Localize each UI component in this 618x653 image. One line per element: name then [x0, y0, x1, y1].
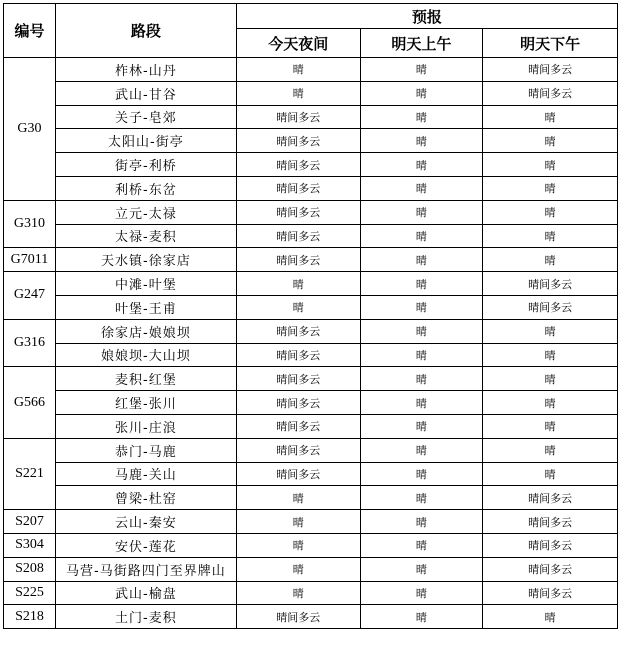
tomorrow-am-forecast-cell: 晴 — [360, 58, 483, 82]
tomorrow-am-forecast-cell: 晴 — [360, 486, 483, 510]
route-cell: 马鹿-关山 — [55, 462, 236, 486]
tomorrow-pm-forecast-cell: 晴间多云 — [483, 58, 618, 82]
route-cell: 天水镇-徐家店 — [55, 248, 236, 272]
road-code-cell: S221 — [4, 438, 56, 509]
route-cell: 太禄-麦积 — [55, 224, 236, 248]
road-code-cell: S208 — [4, 557, 56, 581]
tomorrow-am-forecast-cell: 晴 — [360, 367, 483, 391]
tonight-forecast-cell: 晴间多云 — [236, 153, 360, 177]
tonight-forecast-cell: 晴间多云 — [236, 367, 360, 391]
header-tomorrow-am: 明天上午 — [360, 29, 483, 58]
tomorrow-pm-forecast-cell: 晴 — [483, 343, 618, 367]
tonight-forecast-cell: 晴间多云 — [236, 176, 360, 200]
tomorrow-am-forecast-cell: 晴 — [360, 533, 483, 557]
route-cell: 武山-甘谷 — [55, 81, 236, 105]
tomorrow-am-forecast-cell: 晴 — [360, 153, 483, 177]
table-row — [4, 105, 618, 129]
tonight-forecast-cell: 晴 — [236, 272, 360, 296]
tomorrow-pm-forecast-cell: 晴 — [483, 248, 618, 272]
tomorrow-am-forecast-cell: 晴 — [360, 462, 483, 486]
tomorrow-pm-forecast-cell: 晴 — [483, 153, 618, 177]
road-code-cell: G30 — [4, 58, 56, 201]
route-cell: 柞林-山丹 — [55, 58, 236, 82]
route-cell: 安伏-莲花 — [55, 533, 236, 557]
table-row — [4, 605, 618, 629]
tomorrow-am-forecast-cell: 晴 — [360, 438, 483, 462]
tomorrow-am-forecast-cell: 晴 — [360, 391, 483, 415]
forecast-table-wrapper — [3, 3, 618, 629]
road-code-cell: G566 — [4, 367, 56, 438]
tonight-forecast-cell: 晴 — [236, 581, 360, 605]
road-code-cell: G7011 — [4, 248, 56, 272]
forecast-table-body — [4, 58, 618, 629]
tomorrow-pm-forecast-cell: 晴 — [483, 200, 618, 224]
tomorrow-am-forecast-cell: 晴 — [360, 343, 483, 367]
tomorrow-am-forecast-cell: 晴 — [360, 272, 483, 296]
tomorrow-pm-forecast-cell: 晴 — [483, 367, 618, 391]
tomorrow-am-forecast-cell: 晴 — [360, 295, 483, 319]
tonight-forecast-cell: 晴间多云 — [236, 248, 360, 272]
tonight-forecast-cell: 晴间多云 — [236, 391, 360, 415]
table-row — [4, 248, 618, 272]
road-code-cell: S218 — [4, 605, 56, 629]
table-row — [4, 343, 618, 367]
tonight-forecast-cell: 晴 — [236, 486, 360, 510]
tomorrow-pm-forecast-cell: 晴间多云 — [483, 81, 618, 105]
route-cell: 云山-秦安 — [55, 510, 236, 534]
route-cell: 关子-皂郊 — [55, 105, 236, 129]
road-code-cell: G316 — [4, 319, 56, 367]
tomorrow-pm-forecast-cell: 晴 — [483, 319, 618, 343]
route-cell: 街亭-利桥 — [55, 153, 236, 177]
tomorrow-pm-forecast-cell: 晴间多云 — [483, 272, 618, 296]
tomorrow-am-forecast-cell: 晴 — [360, 581, 483, 605]
header-forecast: 预报 — [236, 4, 617, 29]
header-code: 编号 — [4, 4, 56, 58]
route-cell: 中滩-叶堡 — [55, 272, 236, 296]
route-cell: 张川-庄浪 — [55, 414, 236, 438]
table-row — [4, 153, 618, 177]
route-cell: 土门-麦积 — [55, 605, 236, 629]
tomorrow-pm-forecast-cell: 晴 — [483, 129, 618, 153]
route-cell: 徐家店-娘娘坝 — [55, 319, 236, 343]
tomorrow-am-forecast-cell: 晴 — [360, 200, 483, 224]
route-cell: 马营-马街路四门至界牌山 — [55, 557, 236, 581]
tonight-forecast-cell: 晴间多云 — [236, 129, 360, 153]
tomorrow-am-forecast-cell: 晴 — [360, 414, 483, 438]
tonight-forecast-cell: 晴间多云 — [236, 319, 360, 343]
tomorrow-pm-forecast-cell: 晴 — [483, 605, 618, 629]
route-cell: 立元-太禄 — [55, 200, 236, 224]
table-row — [4, 272, 618, 296]
route-cell: 叶堡-王甫 — [55, 295, 236, 319]
tomorrow-pm-forecast-cell: 晴 — [483, 224, 618, 248]
tomorrow-pm-forecast-cell: 晴 — [483, 438, 618, 462]
tomorrow-am-forecast-cell: 晴 — [360, 224, 483, 248]
tonight-forecast-cell: 晴间多云 — [236, 200, 360, 224]
route-cell: 麦积-红堡 — [55, 367, 236, 391]
route-cell: 红堡-张川 — [55, 391, 236, 415]
tomorrow-am-forecast-cell: 晴 — [360, 176, 483, 200]
tomorrow-am-forecast-cell: 晴 — [360, 510, 483, 534]
road-code-cell: S207 — [4, 510, 56, 534]
road-code-cell: S304 — [4, 533, 56, 557]
tomorrow-am-forecast-cell: 晴 — [360, 105, 483, 129]
tomorrow-pm-forecast-cell: 晴间多云 — [483, 295, 618, 319]
tomorrow-am-forecast-cell: 晴 — [360, 319, 483, 343]
table-row — [4, 557, 618, 581]
route-cell: 曾梁-杜窑 — [55, 486, 236, 510]
table-row — [4, 58, 618, 82]
tomorrow-am-forecast-cell: 晴 — [360, 605, 483, 629]
header-tomorrow-pm: 明天下午 — [483, 29, 618, 58]
road-weather-forecast-table — [3, 3, 618, 629]
tomorrow-pm-forecast-cell: 晴 — [483, 391, 618, 415]
table-row — [4, 367, 618, 391]
table-row — [4, 533, 618, 557]
tonight-forecast-cell: 晴间多云 — [236, 105, 360, 129]
table-row — [4, 81, 618, 105]
table-row — [4, 581, 618, 605]
header-tonight: 今天夜间 — [236, 29, 360, 58]
route-cell: 娘娘坝-大山坝 — [55, 343, 236, 367]
tomorrow-pm-forecast-cell: 晴 — [483, 176, 618, 200]
table-row — [4, 414, 618, 438]
tomorrow-pm-forecast-cell: 晴 — [483, 105, 618, 129]
road-code-cell: G247 — [4, 272, 56, 320]
tomorrow-pm-forecast-cell: 晴 — [483, 462, 618, 486]
table-row — [4, 200, 618, 224]
tonight-forecast-cell: 晴 — [236, 533, 360, 557]
tomorrow-pm-forecast-cell: 晴间多云 — [483, 533, 618, 557]
route-cell: 恭门-马鹿 — [55, 438, 236, 462]
table-row — [4, 176, 618, 200]
tonight-forecast-cell: 晴间多云 — [236, 224, 360, 248]
table-row — [4, 510, 618, 534]
tomorrow-pm-forecast-cell: 晴间多云 — [483, 510, 618, 534]
header-route: 路段 — [55, 4, 236, 58]
road-code-cell: G310 — [4, 200, 56, 248]
tomorrow-pm-forecast-cell: 晴 — [483, 414, 618, 438]
tomorrow-pm-forecast-cell: 晴间多云 — [483, 581, 618, 605]
route-cell: 武山-榆盘 — [55, 581, 236, 605]
tonight-forecast-cell: 晴间多云 — [236, 343, 360, 367]
road-code-cell: S225 — [4, 581, 56, 605]
tonight-forecast-cell: 晴间多云 — [236, 605, 360, 629]
route-cell: 利桥-东岔 — [55, 176, 236, 200]
tomorrow-am-forecast-cell: 晴 — [360, 129, 483, 153]
table-row — [4, 129, 618, 153]
tonight-forecast-cell: 晴间多云 — [236, 438, 360, 462]
table-row — [4, 224, 618, 248]
tonight-forecast-cell: 晴 — [236, 81, 360, 105]
table-row — [4, 319, 618, 343]
table-row — [4, 391, 618, 415]
tomorrow-am-forecast-cell: 晴 — [360, 557, 483, 581]
table-row — [4, 295, 618, 319]
tomorrow-pm-forecast-cell: 晴间多云 — [483, 557, 618, 581]
table-row — [4, 486, 618, 510]
tomorrow-am-forecast-cell: 晴 — [360, 248, 483, 272]
tonight-forecast-cell: 晴 — [236, 510, 360, 534]
tomorrow-pm-forecast-cell: 晴间多云 — [483, 486, 618, 510]
tonight-forecast-cell: 晴 — [236, 58, 360, 82]
tomorrow-am-forecast-cell: 晴 — [360, 81, 483, 105]
tonight-forecast-cell: 晴 — [236, 557, 360, 581]
table-row — [4, 462, 618, 486]
route-cell: 太阳山-街亭 — [55, 129, 236, 153]
table-row — [4, 438, 618, 462]
tonight-forecast-cell: 晴 — [236, 295, 360, 319]
tonight-forecast-cell: 晴间多云 — [236, 414, 360, 438]
tonight-forecast-cell: 晴间多云 — [236, 462, 360, 486]
